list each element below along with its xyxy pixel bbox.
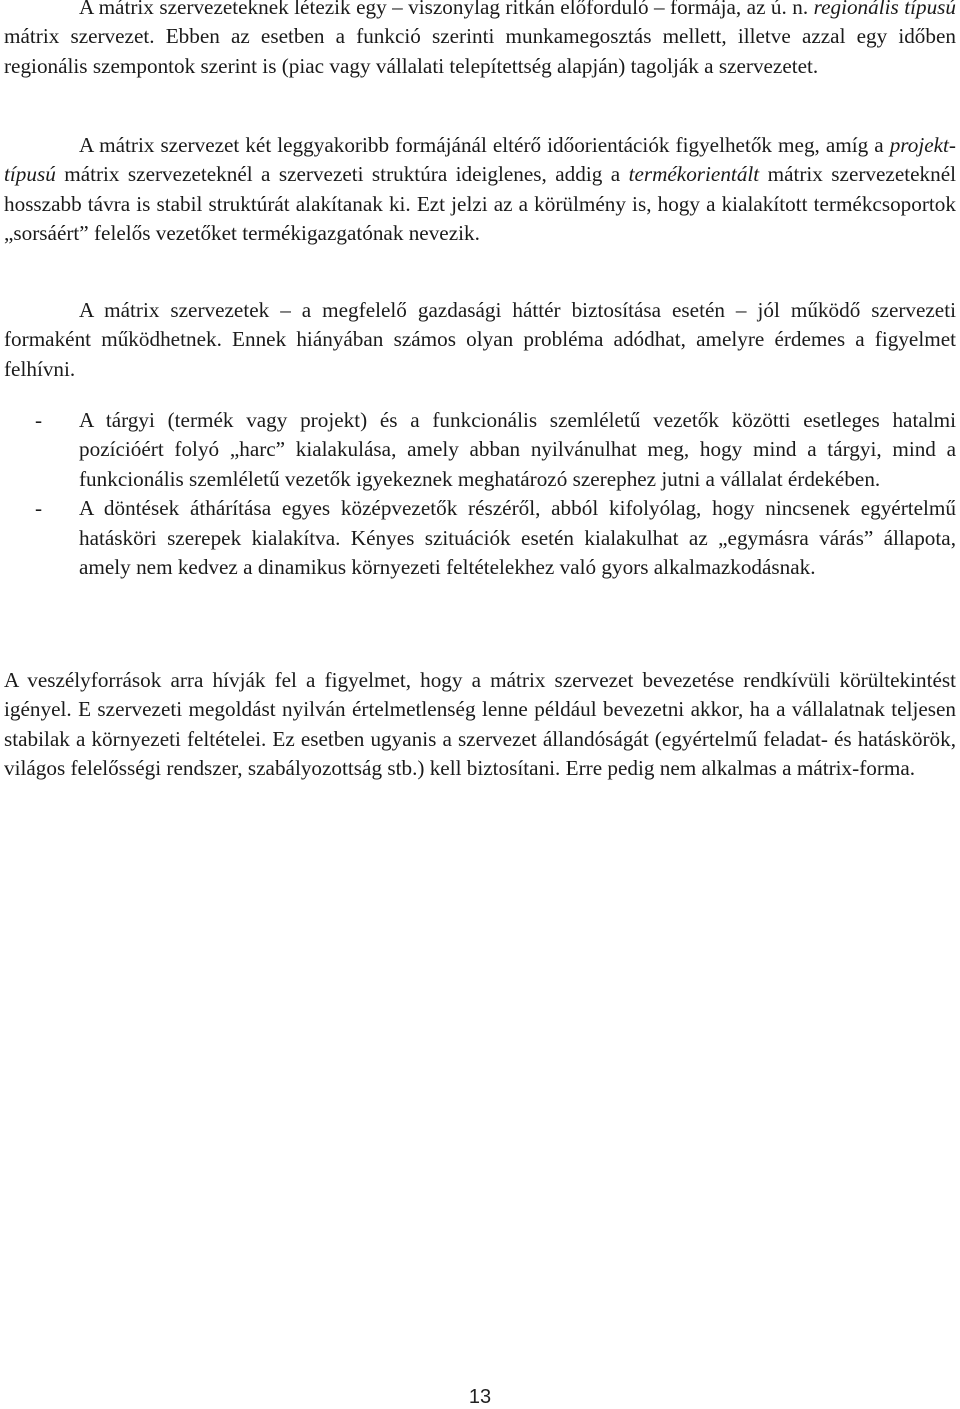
- p2-text-2: mátrix szervezeteknél a szervezeti struktúra ideiglenes, addig a: [55, 162, 629, 187]
- list-bullet: -: [35, 496, 43, 521]
- p2-text-1: A mátrix szervezet két leggyakoribb formájánál eltérő időorientációk figyelhetők meg, amíg a: [79, 133, 890, 157]
- p1-text-end: mátrix szervezet. Ebben az esetben a funkció szerinti munkamegosztás mellett, illetve azzal egy időben regionális szempontok szerint is (piac vagy vállalati telepítettség alapján) tagolják a szervezetet.: [4, 24, 956, 78]
- page-number: 13: [468, 1386, 492, 1408]
- paragraph-problems-intro: A mátrix szervezetek – a megfelelő gazdasági háttér biztosítása esetén – jól működő szervezeti formaként működhetnek. Ennek hiányában számos olyan probléma adódhat, amelyre érdemes a figyelmet felhívni.: [4, 298, 956, 381]
- p2-text-3: mátrix szervezeteknél hosszabb távra is stabil struktúrát alakítanak ki. Ezt jelzi az a körülmény is, hogy a kialakított termékcsoportok „sorsáért” felelős vezetőket termékigazgatónak nevezik.: [4, 162, 956, 246]
- problem-list: [4, 406, 956, 582]
- list-item-text: A döntések áthárítása egyes középvezetők részéről, abból kifolyólag, hogy nincsenek egyértelmű hatásköri szerepek kialakítva. Kényes szituációk esetén kialakulhat az „egymásra várás” állapota, amely nem kedvez a dinamikus környezeti feltételekhez való gyors alkalmazkodásnak.: [79, 496, 956, 580]
- list-item: [4, 406, 956, 494]
- p1-italic-term: regionális típusú: [813, 0, 957, 19]
- list-item-text: A tárgyi (termék vagy projekt) és a funkcionális szemléletű vezetők közötti esetleges hatalmi pozícióért folyó „harc” kialakulása, amely abban nyilvánulhat meg, hogy mind a tárgyi, mind a funkcionális szemléletű vezetők igyekeznek meghatározó szerephez jutni a vállalat érdekében.: [79, 408, 956, 491]
- p2-italic-term-1: projekt-típusú: [4, 133, 956, 187]
- paragraph-regional-matrix: [4, 0, 956, 81]
- list-bullet: -: [35, 408, 43, 432]
- p1-text-start: A mátrix szervezeteknek létezik egy – viszonylag ritkán előforduló – formája, az ú. n.: [79, 0, 814, 19]
- p2-italic-term-2: termékorientált: [628, 162, 760, 187]
- paragraph-time-orientation: [4, 131, 956, 249]
- list-item: [4, 494, 956, 582]
- paragraph-conclusion: A veszélyforrások arra hívják fel a figyelmet, hogy a mátrix szervezet bevezetése rendkívüli körültekintést igényel. E szervezeti megoldást nyilván értelmetlenség lenne például bevezetni akkor, ha a vállalatnak teljesen stabilak a környezeti feltételei. Ez esetben ugyanis a szervezet állandóságát (egyértelmű feladat- és hatáskörök, világos felelősségi rendszer, szabályozottság stb.) kell biztosítani. Erre pedig nem alkalmas a mátrix-forma.: [4, 668, 956, 781]
